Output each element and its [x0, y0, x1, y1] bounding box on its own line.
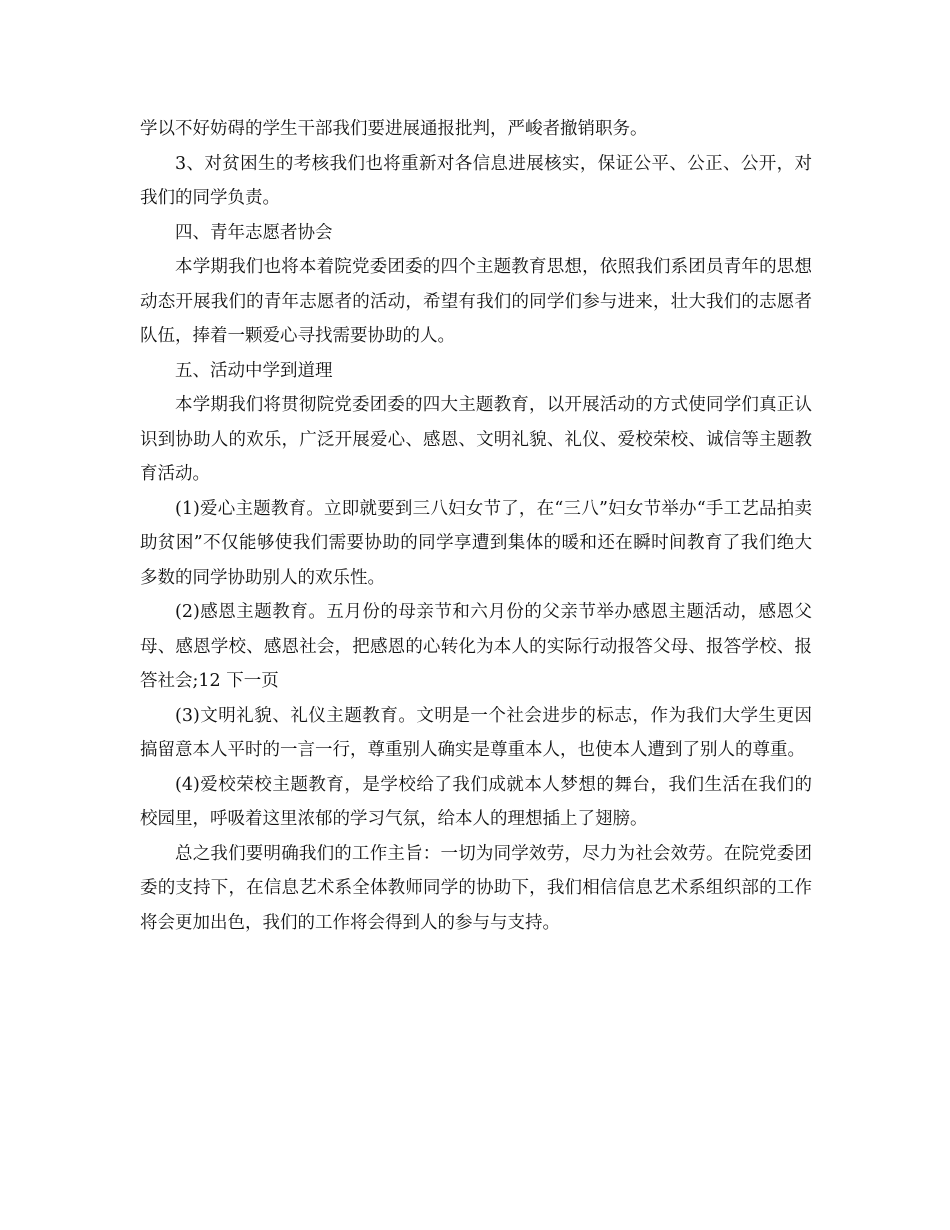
- paragraph-love-education: (1)爱心主题教育。立即就要到三八妇女节了，在“三八”妇女节举办“手工艺品拍卖助贫困”不仅能够使我们需要协助的同学享遭到集体的暖和还在瞬时间教育了我们绝大多数的同学协助别人的欢乐性。: [140, 498, 812, 588]
- section-heading-activities: 五、活动中学到道理: [175, 360, 333, 381]
- paragraph-continuation: 学以不好妨碍的学生干部我们要进展通报批判，严峻者撤销职务。: [140, 119, 648, 139]
- paragraph-volunteers: 本学期我们也将本着院党委团委的四个主题教育思想，依照我们系团员青年的思想动态开展我们的青年志愿者的活动，希望有我们的同学们参与进来，壮大我们的志愿者队伍，捧着一颗爱心寻找需要协助的人。: [140, 257, 812, 346]
- paragraph-etiquette-education: (3)文明礼貌、礼仪主题教育。文明是一个社会进步的标志，作为我们大学生更因搞留意本人平时的一言一行，尊重别人确实是尊重本人，也使本人遭到了别人的尊重。: [140, 705, 812, 760]
- document-body: [140, 112, 812, 940]
- paragraph-gratitude-education: (2)感恩主题教育。五月份的母亲节和六月份的父亲节举办感恩主题活动，感恩父母、感恩学校、感恩社会，把感恩的心转化为本人的实际行动报答父母、报答学校、报答社会;12 下一页: [140, 602, 812, 691]
- section-heading-volunteers: 四、青年志愿者协会: [175, 222, 333, 243]
- paragraph-activities: 本学期我们将贯彻院党委团委的四大主题教育，以开展活动的方式使同学们真正认识到协助人的欢乐，广泛开展爱心、感恩、文明礼貌、礼仪、爱校荣校、诚信等主题教育活动。: [140, 395, 812, 484]
- paragraph-conclusion: 总之我们要明确我们的工作主旨：一切为同学效劳，尽力为社会效劳。在院党委团委的支持下，在信息艺术系全体教师同学的协助下，我们相信信息艺术系组织部的工作将会更加出色，我们的工作将会得到人的参与与支持。: [140, 843, 812, 933]
- paragraph-school-pride-education: (4)爱校荣校主题教育，是学校给了我们成就本人梦想的舞台，我们生活在我们的校园里，呼吸着这里浓郁的学习气氛，给本人的理想插上了翅膀。: [140, 774, 812, 829]
- paragraph-poverty-review: 3、对贫困生的考核我们也将重新对各信息进展核实，保证公平、公正、公开，对我们的同学负责。: [140, 153, 812, 208]
